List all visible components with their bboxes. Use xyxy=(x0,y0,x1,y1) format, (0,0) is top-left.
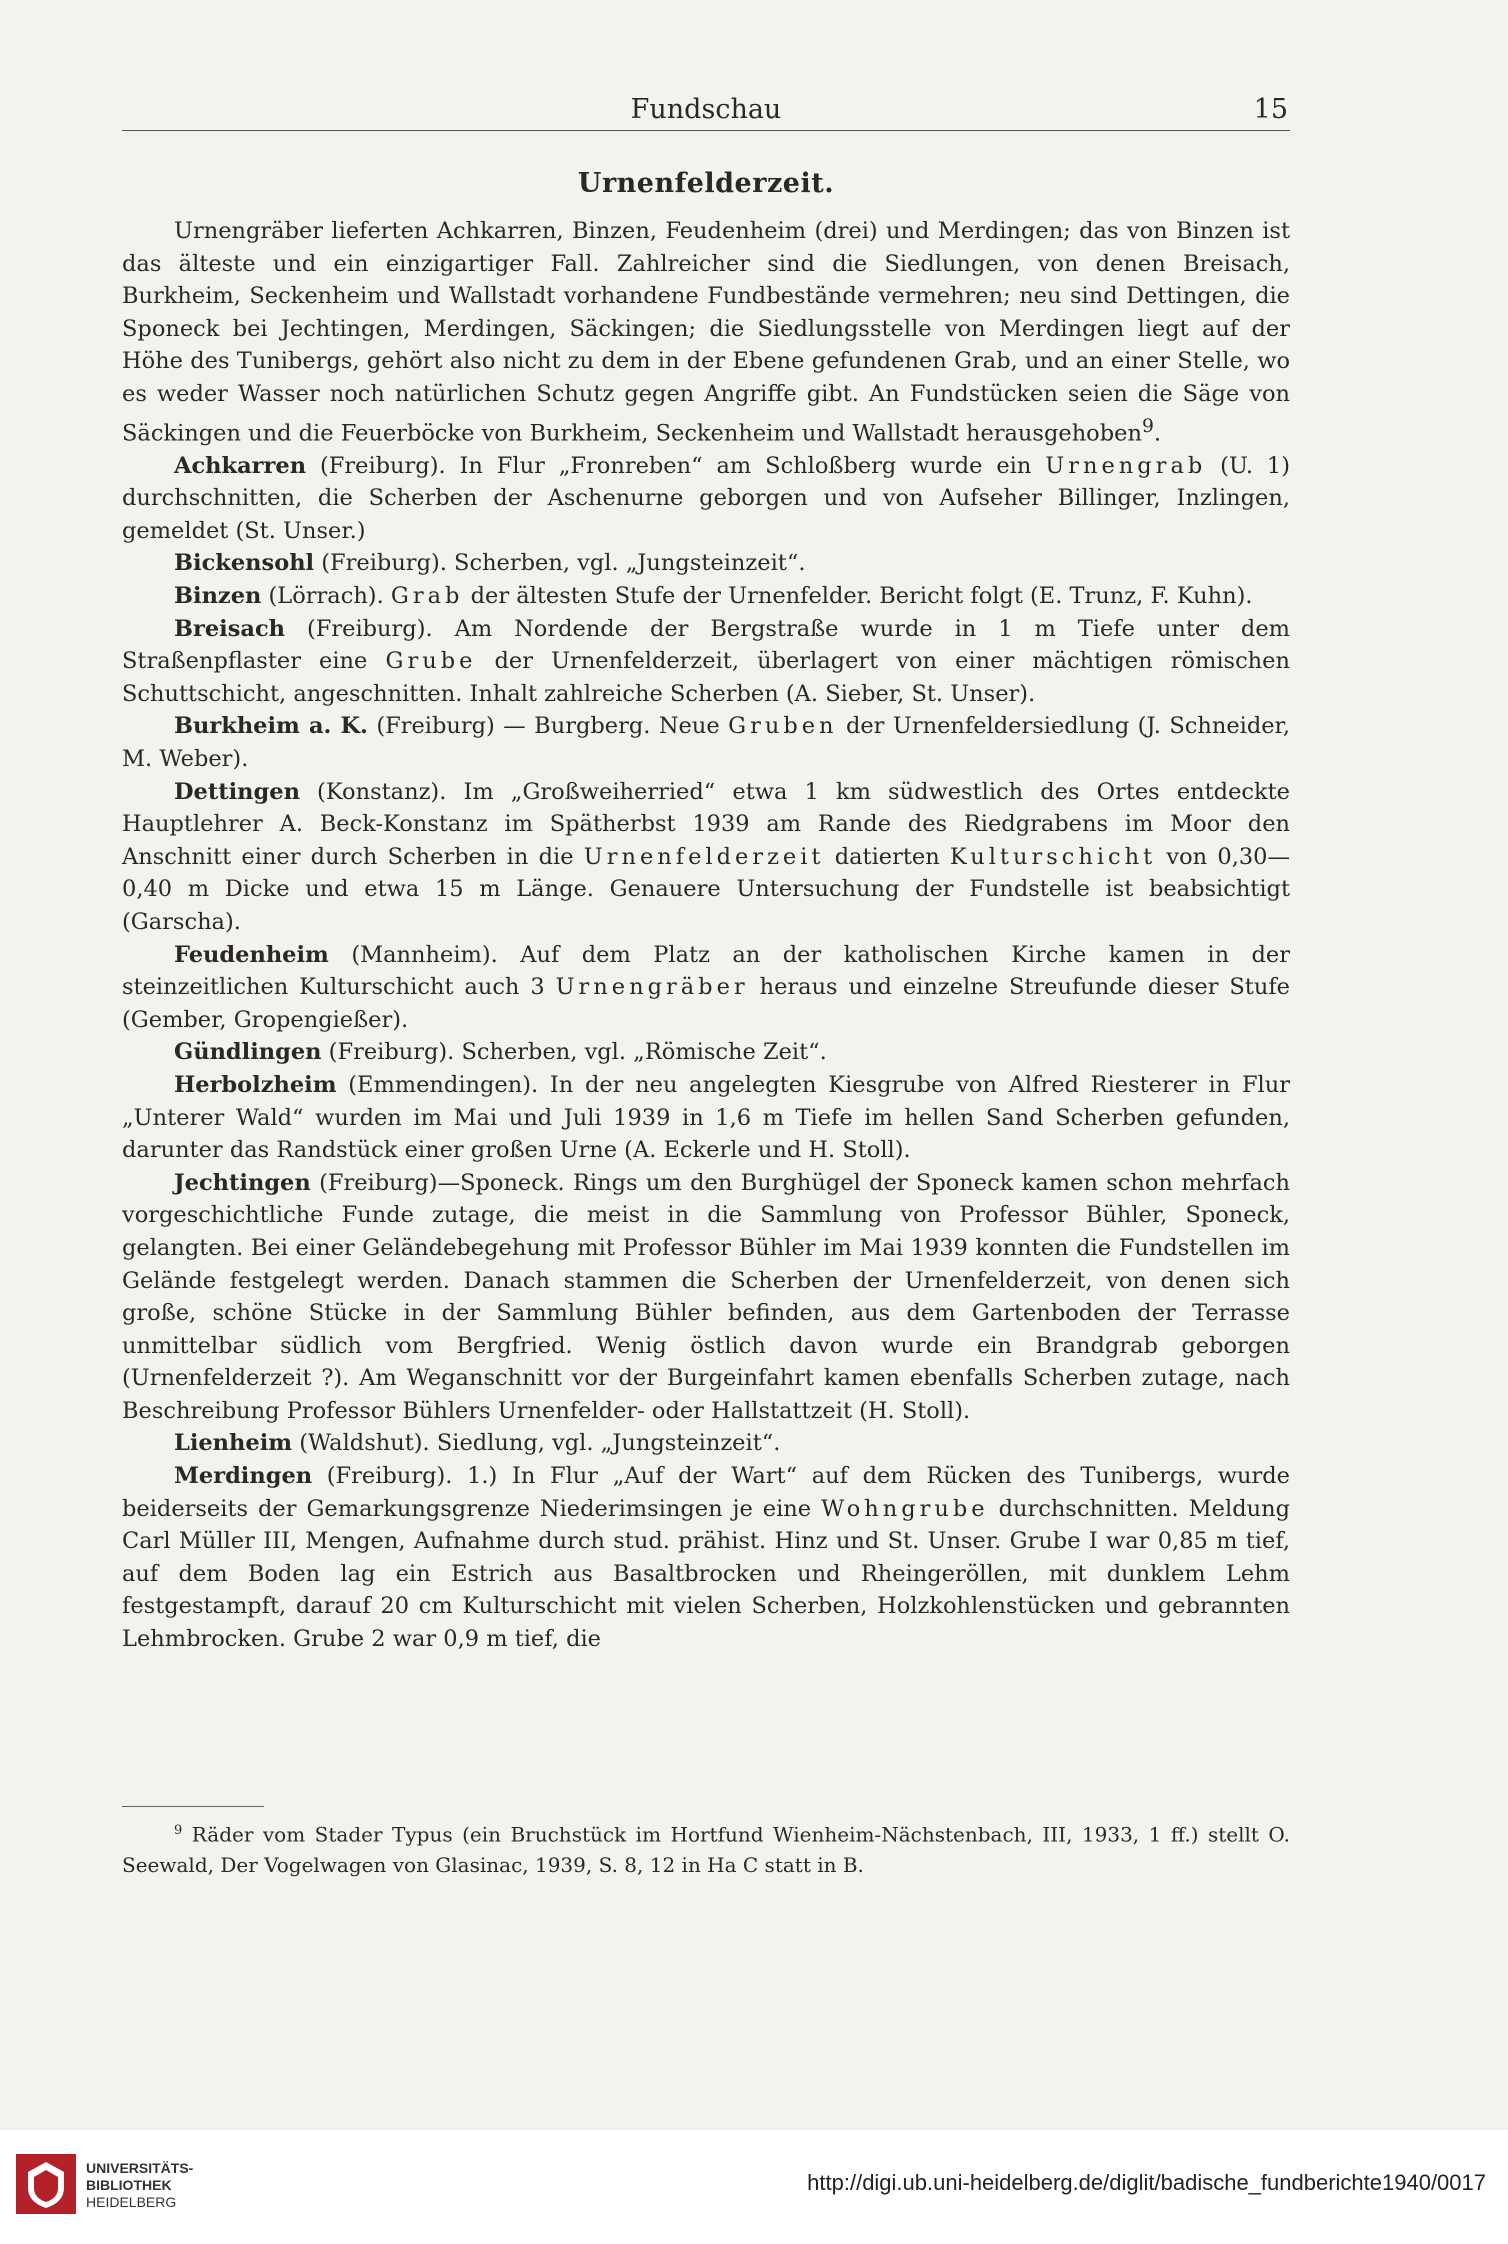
entry-text: durchschnitten. Meldung Carl Müller III, Mengen, Aufnahme durch stud. prähist. Hinz und St. Unser. Grube I war 0,85 m tief, auf dem Boden lag ein Estrich aus Basaltbrocken und Rheingeröllen, mit dunklem Lehm festgestampft, darauf 20 cm Kulturschicht mit vielen Scherben, Holzkohlenstücken und gebrannten Lehmbrocken. Grube 2 war 0,9 m tief, die xyxy=(122,1495,1290,1653)
entry-head: Binzen xyxy=(174,583,262,610)
spaced-emphasis: Urnengrab xyxy=(1045,452,1207,479)
entry-paragraph xyxy=(122,1167,1290,1428)
spaced-emphasis: Gruben xyxy=(728,713,838,740)
entry-text: (Waldshut). Siedlung, vgl. „Jungsteinzeit“. xyxy=(292,1430,781,1457)
footnote-text: Räder vom Stader Typus (ein Bruchstück im Hortfund Wienheim-Nächstenbach, III, 1933, 1 ff.) stellt O. Seewald, Der Vogelwagen von Glasinac, 1939, S. 8, 12 in Ha C statt in B. xyxy=(122,1822,1291,1877)
entry-text: (Freiburg) — Burgberg. Neue xyxy=(367,713,729,740)
running-title: Fundschau xyxy=(630,94,782,125)
entry-text: der Urnenfelderzeit, überlagert von einer mächtigen römischen Schuttschicht, angeschnitten. Inhalt zahlreiche Scherben (A. Sieber, St. Unser). xyxy=(122,648,1290,707)
entry-text: (Mannheim). Auf dem Platz an der katholischen Kirche kamen in der steinzeitlichen Kulturschicht auch 3 xyxy=(122,941,1290,1001)
entry-head: Achkarren xyxy=(174,452,307,479)
entry-text: (Emmendingen). In der neu angelegten Kiesgrube von Alfred Riesterer in Flur „Unterer Wald“ wurden im Mai und Juli 1939 in 1,6 m Tiefe im hellen Sand Scherben gefunden, darunter das Randstück einer großen Urne (A. Eckerle und H. Stoll). xyxy=(122,1071,1290,1164)
entry-paragraph xyxy=(122,1460,1290,1656)
entry-paragraph xyxy=(122,547,1290,580)
university-seal-icon xyxy=(14,2152,78,2216)
spaced-emphasis: Wohngrube xyxy=(821,1495,989,1522)
entry-head: Lienheim xyxy=(174,1430,293,1457)
intro-text: Urnengräber lieferten Achkarren, Binzen, Feudenheim (drei) und Merdingen; das von Binzen ist das älteste und ein einzigartiger Fall. Zahlreicher sind die Siedlungen, von denen Breisach, Burkheim, Seckenheim und Wallstadt vorhandene Fundbestände vermehren; neu sind Dettingen, die Sponeck bei Jechtingen, Merdingen, Säckingen; die Siedlungsstelle von Merdingen liegt auf der Höhe des Tunibergs, gehört also nicht zu dem in der Ebene gefundenen Grab, und an einer Stelle, wo es weder Wasser noch natürlichen Schutz gegen Angriffe gibt. An Fundstücken seien die Säge von Säckingen und die Feuerböcke von Burkheim, Seckenheim und Wallstadt herausgehoben xyxy=(122,218,1290,447)
section-title: Urnenfelderzeit. xyxy=(577,168,835,199)
entry-paragraph xyxy=(122,580,1290,613)
entry-text: (Freiburg). Scherben, vgl. „Römische Zeit“. xyxy=(321,1039,827,1066)
footnote-divider xyxy=(122,1806,264,1807)
spaced-emphasis: Urnenfelderzeit xyxy=(583,843,825,870)
entry-head: Breisach xyxy=(174,615,286,642)
entry-text: der Urnenfeldersiedlung (J. Schneider, M. Weber). xyxy=(122,713,1290,772)
body-text xyxy=(122,215,1290,1656)
footnote-ref: 9 xyxy=(1141,415,1154,437)
source-url[interactable]: http://digi.ub.uni-heidelberg.de/diglit/badische_fundberichte1940/0017 xyxy=(807,2170,1486,2195)
entry-head: Feudenheim xyxy=(174,941,329,968)
entry-text: (Freiburg). Am Nordende der Bergstraße wurde in 1 m Tiefe unter dem Straßenpflaster eine xyxy=(122,615,1290,675)
entry-head: Gündlingen xyxy=(174,1039,322,1066)
entry-text: (Freiburg)—Sponeck. Rings um den Burghügel der Sponeck kamen schon mehrfach vorgeschichtliche Funde zutage, die meist in die Sammlung von Professor Bühler, Sponeck, gelangten. Bei einer Geländebegehung mit Professor Bühler im Mai 1939 konnten die Fundstellen im Gelände festgelegt werden. Danach stammen die Scherben der Urnenfelderzeit, von denen sich große, schöne Stücke in der Sammlung Bühler befinden, aus dem Gartenboden der Terrasse unmittelbar südlich vom Bergfried. Wenig östlich davon wurde ein Brandgrab geborgen (Urnenfelderzeit ?). Am Weganschnitt vor der Burgeinfahrt kamen ebenfalls Scherben zutage, nach Beschreibung Professor Bühlers Urnenfelder- oder Hallstattzeit (H. Stoll). xyxy=(122,1169,1290,1424)
entry-paragraph xyxy=(122,1427,1290,1460)
entry-text: (Freiburg). Scherben, vgl. „Jungsteinzeit“. xyxy=(314,550,806,577)
entry-head: Burkheim a. K. xyxy=(174,713,368,740)
entry-text: der ältesten Stufe der Urnenfelder. Bericht folgt (E. Trunz, F. Kuhn). xyxy=(463,583,1253,610)
entry-text: datierten xyxy=(824,843,950,870)
entry-paragraph xyxy=(122,776,1290,939)
entry-paragraph xyxy=(122,939,1290,1037)
entry-head: Bickensohl xyxy=(174,550,315,577)
spaced-emphasis: Urnengräber xyxy=(555,974,749,1001)
entry-text: (Lörrach). xyxy=(261,583,391,610)
entry-paragraph xyxy=(122,613,1290,711)
footer-bar xyxy=(0,2130,1508,2244)
running-header xyxy=(122,92,1290,131)
entry-paragraph xyxy=(122,450,1290,548)
entry-head: Herbolzheim xyxy=(174,1071,337,1098)
entry-paragraph xyxy=(122,1036,1290,1069)
intro-paragraph: Urnengräber lieferten Achkarren, Binzen, Feudenheim (drei) und Merdingen; das von Binzen ist das älteste und ein einzigartiger Fall. Zahlreicher sind die Siedlungen, von denen Breisach, Burkheim, Seckenheim und Wallstadt vorhandene Fundbestände vermehren; neu sind Dettingen, die Sponeck bei Jechtingen, Merdingen, Säckingen; die Siedlungsstelle von Merdingen liegt auf der Höhe des Tunibergs, gehört also nicht zu dem in der Ebene gefundenen Grab, und an einer Stelle, wo es weder Wasser noch natürlichen Schutz gegen Angriffe gibt. An Fundstücken seien die Säge von Säckingen und die Feuerböcke von Burkheim, Seckenheim und Wallstadt herausgehoben$^9$. xyxy=(122,218,1290,447)
entry-head: Merdingen xyxy=(174,1463,313,1490)
entry-list xyxy=(122,450,1290,1656)
entry-text: (Freiburg). In Flur „Fronreben“ am Schloßberg wurde ein xyxy=(306,452,1046,479)
entry-text: heraus und einzelne Streufunde dieser Stufe (Gember, Gropengießer). xyxy=(122,974,1290,1033)
entry-head: Jechtingen xyxy=(174,1169,311,1196)
spaced-emphasis: Kulturschicht xyxy=(949,843,1157,870)
entry-paragraph xyxy=(122,710,1290,775)
entry-text: (Konstanz). Im „Großweiherried“ etwa 1 km südwestlich des Ortes entdeckte Hauptlehrer A. Beck-Konstanz im Spätherbst 1939 am Rande des Riedgrabens im Moor den Anschnitt einer durch Scherben in die xyxy=(122,778,1290,870)
entry-head: Dettingen xyxy=(174,778,300,805)
library-name: UNIVERSITÄTS- BIBLIOTHEK HEIDELBERG xyxy=(86,2160,194,2210)
entry-paragraph xyxy=(122,1069,1290,1167)
footnote-number: 9 xyxy=(174,1823,183,1838)
footnote xyxy=(122,1816,1290,1880)
spaced-emphasis: Grab xyxy=(390,583,464,610)
entry-text: (U. 1) durchschnitten, die Scherben der Aschenurne geborgen und von Aufseher Billinger, Inzlingen, gemeldet (St. Unser.) xyxy=(122,452,1290,544)
entry-text: von 0,30—0,40 m Dicke und etwa 15 m Länge. Genauere Untersuchung der Fundstelle ist beabsichtigt (Garscha). xyxy=(122,843,1290,935)
entry-text: (Freiburg). 1.) In Flur „Auf der Wart“ auf dem Rücken des Tunibergs, wurde beiderseits der Gemarkungsgrenze Niederimsingen je eine xyxy=(122,1463,1290,1522)
page-number: 15 xyxy=(1253,94,1288,125)
spaced-emphasis: Grube xyxy=(385,648,477,675)
